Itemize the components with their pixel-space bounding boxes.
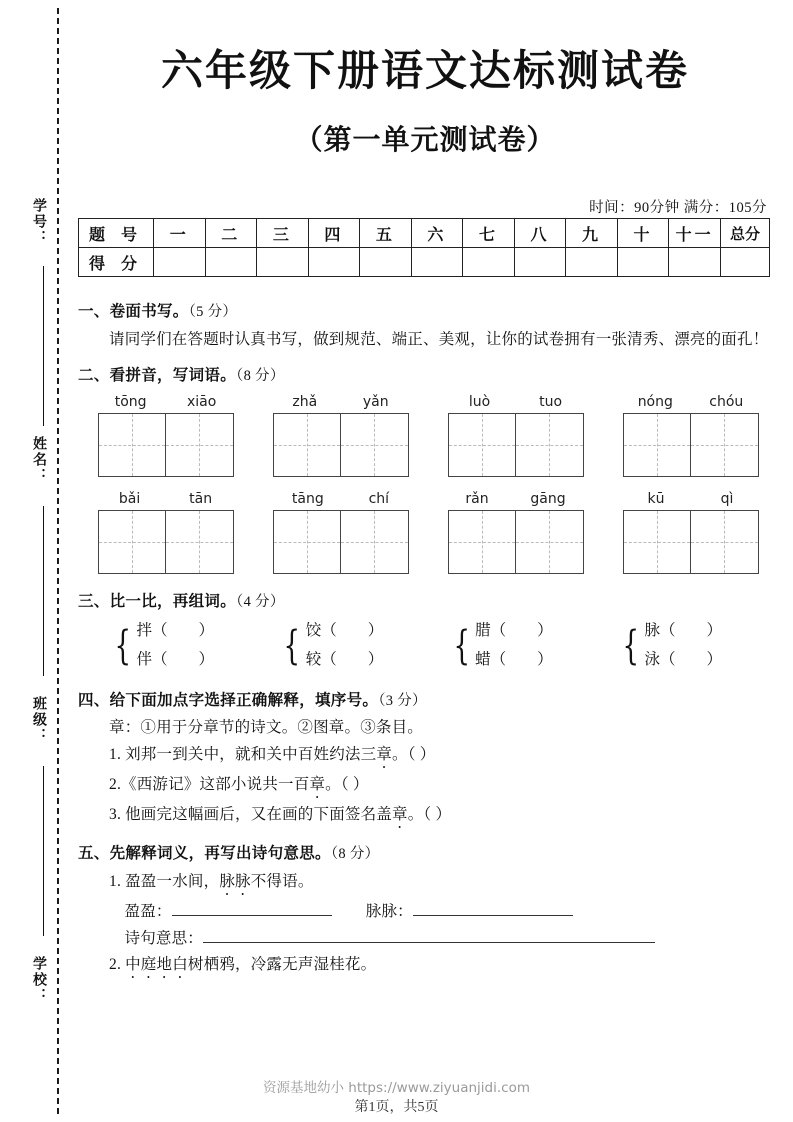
- question-number: 1.: [109, 872, 126, 890]
- pinyin-syllable-2: tuo: [539, 393, 563, 410]
- margin-label-class: 班级：: [32, 696, 48, 744]
- question-number: 2.: [109, 956, 126, 974]
- compare-word-top[interactable]: 拌（ ）: [136, 622, 214, 640]
- section-4-item-2: [78, 772, 778, 802]
- tianzige-cell[interactable]: [515, 414, 583, 476]
- pinyin-grid-group: [620, 491, 762, 574]
- score-table: [78, 218, 770, 277]
- emphasized-char: 章: [376, 746, 393, 764]
- tianzige-cell[interactable]: [165, 511, 233, 573]
- score-cell-3[interactable]: [257, 248, 309, 277]
- section-1-heading: [78, 300, 778, 324]
- item-text: 3. 他画完这幅画后，又在画的下面签名盖: [109, 806, 393, 824]
- pinyin-grid-group: [445, 491, 587, 574]
- tianzige-box[interactable]: [98, 413, 234, 477]
- compare-word-group: [110, 617, 270, 674]
- pinyin-syllable-2: qì: [720, 490, 734, 507]
- tianzige-cell[interactable]: [515, 511, 583, 573]
- page-number: 第1页，共5页: [354, 1100, 439, 1115]
- section-1-points: （5 分）: [188, 304, 238, 320]
- section-4-title: 四、给下面加点字选择正确解释，填序号。: [78, 691, 379, 709]
- compare-word-group: [279, 617, 439, 674]
- curly-brace-icon: {: [114, 623, 131, 670]
- pinyin-syllable-2: xiāo: [186, 393, 217, 410]
- section-4-heading: [78, 689, 778, 713]
- compare-word-pair: [644, 617, 722, 674]
- section-5-question-1: [78, 869, 778, 899]
- pinyin-syllable-2: chí: [368, 490, 390, 507]
- tianzige-box[interactable]: [623, 413, 759, 477]
- compare-word-group: [449, 617, 609, 674]
- item-answer-blank[interactable]: 。（ ）: [392, 746, 436, 764]
- score-col-11: 十一: [669, 219, 721, 248]
- section-4-definitions: 章：①用于分章节的诗文。②图章。③条目。: [109, 719, 424, 737]
- compare-word-group: [618, 617, 778, 674]
- exam-info: 时间：90分钟 满分：105分: [589, 200, 767, 216]
- score-cell-8[interactable]: [514, 248, 566, 277]
- tianzige-box[interactable]: [448, 510, 584, 574]
- margin-divider-2: [43, 506, 44, 676]
- pinyin-label: [445, 394, 587, 410]
- section-4-points: （3 分）: [378, 692, 427, 709]
- score-cell-6[interactable]: [411, 248, 463, 277]
- tianzige-cell[interactable]: [449, 511, 516, 573]
- margin-label-name: 姓名：: [32, 436, 48, 484]
- pinyin-syllable-1: tāng: [291, 490, 324, 507]
- score-col-4: 四: [308, 219, 360, 248]
- meaning-label: 诗句意思：: [124, 929, 204, 947]
- compare-word-bottom[interactable]: 蜡（ ）: [475, 651, 553, 669]
- item-answer-blank[interactable]: 。（ ）: [325, 776, 369, 794]
- margin-info-column: [14, 188, 50, 1088]
- word-answer-blank-1[interactable]: [172, 915, 332, 916]
- score-cell-4[interactable]: [308, 248, 360, 277]
- section-2-title: 二、看拼音，写词语。: [78, 366, 237, 384]
- pinyin-grid-group: [270, 394, 412, 477]
- section-4-item-1: [78, 742, 778, 772]
- item-answer-blank[interactable]: 。（ ）: [407, 806, 452, 824]
- pinyin-grid-group: [95, 394, 237, 477]
- score-col-9: 九: [566, 219, 618, 248]
- section-2-points: （8 分）: [236, 367, 285, 384]
- table-row-scores: [79, 248, 770, 277]
- score-cell-10[interactable]: [617, 248, 669, 277]
- tianzige-cell[interactable]: [624, 511, 691, 573]
- pinyin-label: [445, 491, 587, 507]
- score-cell-total[interactable]: [721, 248, 770, 277]
- pinyin-grid-group: [270, 491, 412, 574]
- score-col-total: 总分: [721, 219, 770, 248]
- pinyin-label: [270, 394, 412, 410]
- emphasized-char: 章: [309, 776, 326, 794]
- verse-text: 盈盈一水间，: [125, 872, 220, 890]
- margin-label-student-id: 学号：: [32, 198, 48, 246]
- tianzige-cell[interactable]: [274, 414, 341, 476]
- compare-words-row: [78, 617, 778, 674]
- score-col-10: 十: [617, 219, 669, 248]
- page-title: 六年级下册语文达标测试卷: [160, 49, 689, 95]
- section-2-heading: [78, 364, 778, 388]
- tianzige-cell[interactable]: [340, 511, 408, 573]
- pinyin-grid-group: [445, 394, 587, 477]
- tianzige-cell[interactable]: [165, 414, 233, 476]
- curly-brace-icon: {: [283, 623, 301, 670]
- curly-brace-icon: {: [453, 623, 470, 670]
- compare-word-pair: [306, 617, 384, 674]
- page-subtitle: （第一单元测试卷）: [294, 125, 556, 156]
- tianzige-cell[interactable]: [99, 414, 166, 476]
- tianzige-box[interactable]: [623, 510, 759, 574]
- pinyin-syllable-2: gāng: [530, 490, 566, 507]
- tianzige-box[interactable]: [448, 413, 584, 477]
- score-col-8: 八: [514, 219, 566, 248]
- tianzige-box[interactable]: [273, 413, 409, 477]
- section-5-heading: [78, 842, 778, 866]
- tianzige-cell[interactable]: [690, 414, 758, 476]
- pinyin-syllable-2: chóu: [709, 393, 744, 410]
- score-cell-2[interactable]: [205, 248, 257, 277]
- table-row-question-numbers: [79, 219, 770, 248]
- pinyin-syllable-2: tān: [189, 490, 213, 507]
- pinyin-grid-group: [95, 491, 237, 574]
- section-5-question-2: [78, 952, 778, 982]
- pinyin-syllable-1: rǎn: [465, 490, 489, 507]
- pinyin-grid-row-2: [78, 491, 778, 574]
- exam-content: [78, 300, 778, 982]
- section-1-title: 一、卷面书写。: [78, 303, 189, 320]
- pinyin-grid-row-1: [78, 394, 778, 477]
- compare-word-pair: [475, 617, 553, 674]
- margin-label-school: 学校：: [32, 956, 48, 1004]
- score-col-2: 二: [205, 219, 257, 248]
- score-cell-11[interactable]: [669, 248, 721, 277]
- tianzige-cell[interactable]: [449, 414, 516, 476]
- margin-divider-3: [43, 766, 44, 936]
- row-label-score: 得 分: [79, 248, 154, 277]
- compare-word-top[interactable]: 腊（ ）: [475, 622, 553, 640]
- score-cell-9[interactable]: [566, 248, 618, 277]
- section-5-points: （8 分）: [330, 846, 380, 863]
- item-text: 1. 刘邦一到关中，就和关中百姓约法三: [109, 746, 377, 764]
- score-col-1: 一: [154, 219, 206, 248]
- curly-brace-icon: {: [622, 623, 639, 670]
- word-label-1: 盈盈：: [124, 902, 172, 920]
- tianzige-box[interactable]: [273, 510, 409, 574]
- pinyin-syllable-2: yǎn: [362, 393, 389, 410]
- score-col-5: 五: [360, 219, 412, 248]
- pinyin-label: [270, 491, 412, 507]
- score-cell-5[interactable]: [360, 248, 412, 277]
- pinyin-syllable-1: tōng: [114, 393, 147, 410]
- margin-dashed-fold-line: [57, 8, 59, 1114]
- score-col-6: 六: [411, 219, 463, 248]
- compare-word-bottom[interactable]: 较（ ）: [305, 651, 384, 669]
- compare-word-top[interactable]: 饺（ ）: [305, 622, 384, 640]
- row-label-question-number: 题 号: [79, 219, 154, 248]
- compare-word-bottom[interactable]: 泳（ ）: [644, 651, 722, 669]
- compare-word-bottom[interactable]: 伴（ ）: [136, 651, 214, 669]
- pinyin-label: [95, 491, 237, 507]
- word-label-2: 脉脉：: [365, 902, 413, 920]
- pinyin-label: [620, 491, 762, 507]
- emphasized-char: 章: [392, 806, 408, 824]
- score-col-3: 三: [257, 219, 309, 248]
- emphasized-word: 中庭地白: [125, 956, 188, 974]
- tianzige-cell[interactable]: [274, 511, 341, 573]
- pinyin-syllable-1: luò: [468, 393, 491, 410]
- margin-divider-1: [43, 266, 44, 426]
- compare-word-top[interactable]: 脉（ ）: [644, 622, 722, 640]
- tianzige-cell[interactable]: [624, 414, 691, 476]
- score-cell-7[interactable]: [463, 248, 515, 277]
- verse-text-end: 树栖鸦，冷露无声湿桂花。: [187, 956, 377, 974]
- watermark-text: 资源基地幼小 https://www.ziyuanjidi.com: [262, 1080, 530, 1096]
- tianzige-cell[interactable]: [99, 511, 166, 573]
- pinyin-label: [620, 394, 762, 410]
- pinyin-syllable-1: bǎi: [118, 490, 141, 507]
- item-text: 2.《西游记》这部小说共一百: [109, 776, 310, 794]
- verse-text-end: 不得语。: [250, 872, 314, 890]
- pinyin-syllable-1: kū: [647, 490, 665, 507]
- section-3-points: （4 分）: [236, 593, 285, 610]
- section-1-body: 请同学们在答题时认真书写，做到规范、端正、美观，让你的试卷拥有一张清秀、漂亮的面孔！: [109, 330, 769, 348]
- section-5-word-blanks: [78, 899, 778, 926]
- meaning-answer-blank[interactable]: [203, 942, 655, 943]
- section-3-title: 三、比一比，再组词。: [78, 592, 237, 610]
- section-3-heading: [78, 590, 778, 614]
- emphasized-word: 脉脉: [219, 872, 251, 890]
- section-5-title: 五、先解释词义，再写出诗句意思。: [78, 845, 331, 863]
- pinyin-grid-group: [620, 394, 762, 477]
- pinyin-syllable-1: zhǎ: [292, 393, 318, 410]
- score-col-7: 七: [463, 219, 515, 248]
- word-answer-blank-2[interactable]: [413, 915, 573, 916]
- section-5-meaning-blank: [78, 926, 778, 953]
- pinyin-syllable-1: nóng: [637, 393, 673, 410]
- tianzige-cell[interactable]: [690, 511, 758, 573]
- compare-word-pair: [136, 617, 214, 674]
- section-4-item-3: [78, 802, 778, 832]
- score-cell-1[interactable]: [154, 248, 206, 277]
- tianzige-cell[interactable]: [340, 414, 408, 476]
- pinyin-label: [95, 394, 237, 410]
- tianzige-box[interactable]: [98, 510, 234, 574]
